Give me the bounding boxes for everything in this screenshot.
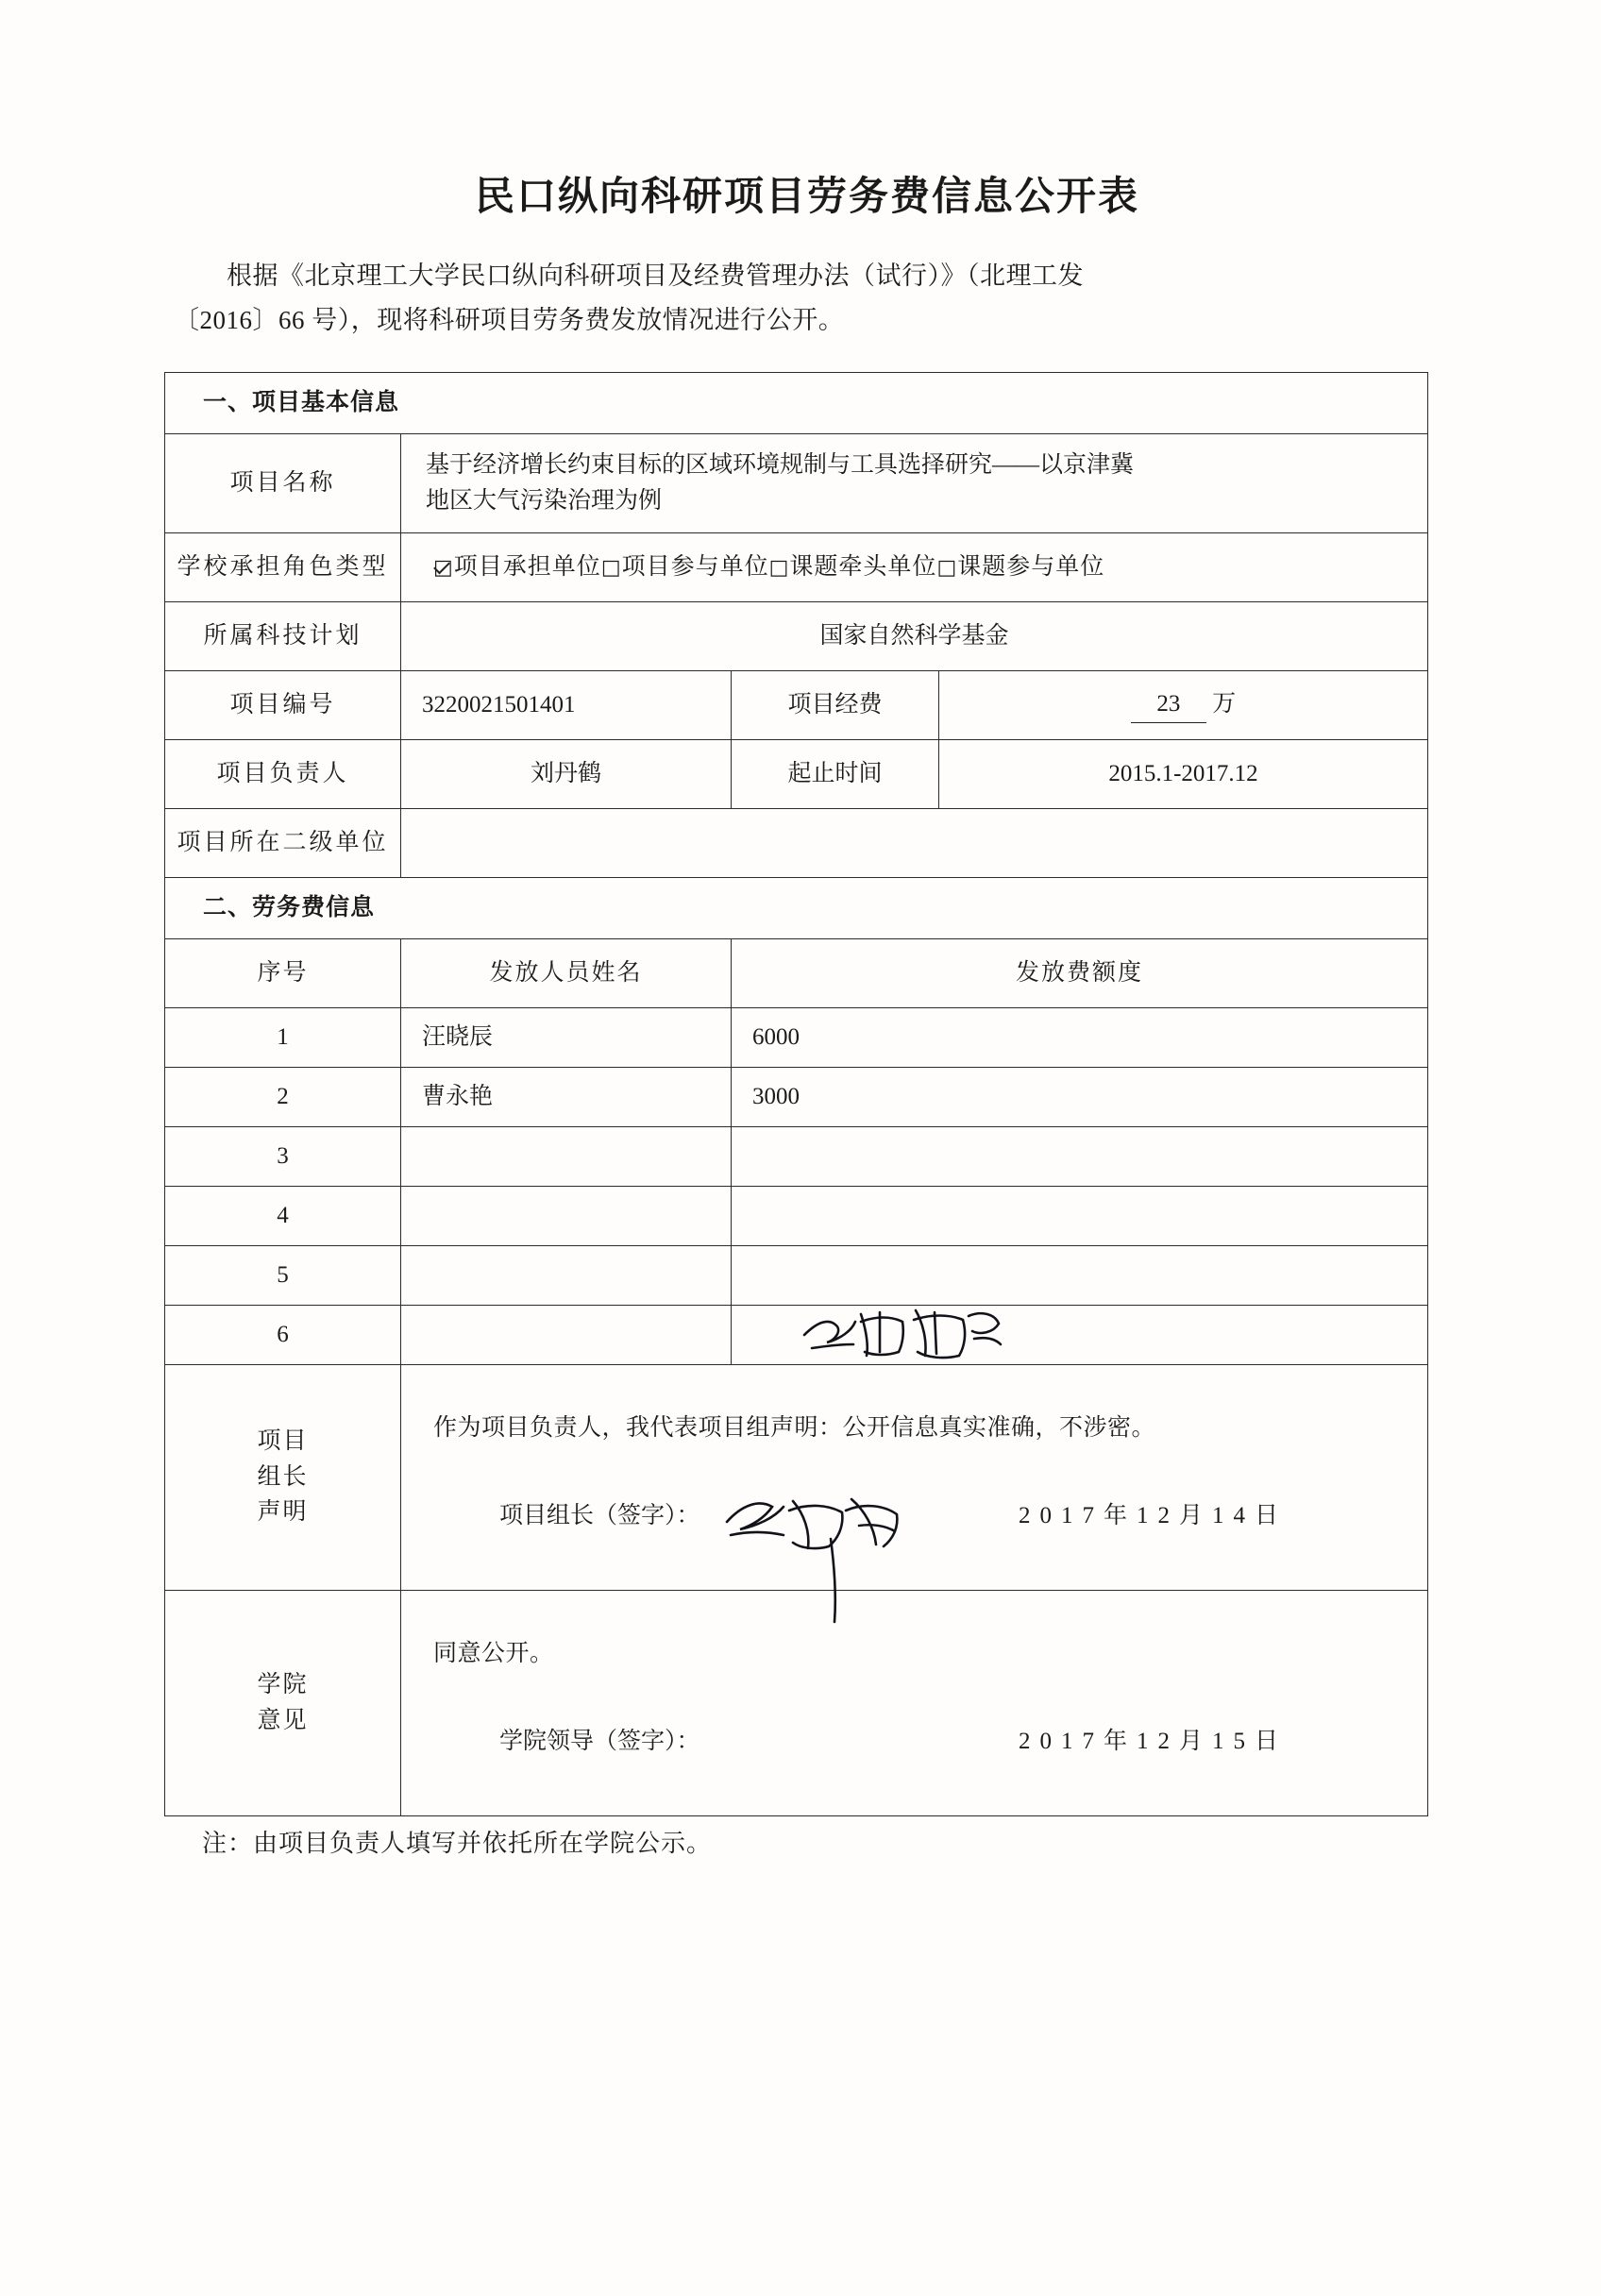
leader-statement-label-line-2: 组长 xyxy=(257,1463,309,1490)
payment-name-2: 曹永艳 xyxy=(401,1067,732,1126)
leader-date-month: 12 xyxy=(1137,1503,1180,1529)
payment-amount-1: 6000 xyxy=(732,1007,1428,1067)
college-opinion-row xyxy=(165,1590,1428,1815)
payment-amount-2: 3000 xyxy=(732,1067,1428,1126)
section2-heading: 二、劳务费信息 xyxy=(165,877,1428,938)
payment-name-6 xyxy=(401,1305,732,1364)
payment-amount-5 xyxy=(732,1245,1428,1305)
leader-statement-row xyxy=(165,1364,1428,1590)
leader-sign-label: 项目组长（签字）： xyxy=(499,1503,700,1529)
footer-note: 注：由项目负责人填写并依托所在学院公示。 xyxy=(202,1829,713,1857)
leader-value: 刘丹鹤 xyxy=(401,739,732,808)
leader-signature-row xyxy=(433,1498,1418,1551)
column-header-name: 发放人员姓名 xyxy=(401,938,732,1007)
page-title: 民口纵向科研项目劳务费信息公开表 xyxy=(474,176,1139,219)
funds-unit: 万 xyxy=(1212,691,1237,718)
college-sign-label: 学院领导（签字）： xyxy=(499,1729,700,1755)
college-opinion-label-line-1: 学院 xyxy=(257,1672,309,1697)
leader-date-month-unit: 月 xyxy=(1179,1503,1213,1529)
college-date-month-unit: 月 xyxy=(1179,1729,1213,1755)
role-option-1-label: 项目参与单位 xyxy=(621,553,769,580)
document-body xyxy=(160,165,1454,1859)
college-date-year: 2017 xyxy=(1019,1729,1104,1755)
college-opinion-text: 同意公开。 xyxy=(433,1640,554,1666)
funds-value: 23 xyxy=(1131,686,1206,723)
college-opinion-content xyxy=(401,1590,1428,1815)
table-row xyxy=(165,1186,1428,1245)
college-date-day: 15 xyxy=(1212,1729,1256,1755)
intro-paragraph xyxy=(174,254,1444,344)
leader-date-year-unit: 年 xyxy=(1104,1503,1138,1529)
section2-heading-row xyxy=(165,877,1428,938)
leader-sign-date xyxy=(1019,1498,1288,1534)
project-name-line-1: 基于经济增长约束目标的区域环境规制与工具选择研究——以京津冀 xyxy=(426,452,1135,478)
leader-statement-label xyxy=(165,1364,401,1590)
secondary-unit-label: 项目所在二级单位 xyxy=(165,808,401,877)
project-name-row xyxy=(165,433,1428,532)
project-code-value: 3220021501401 xyxy=(401,670,732,739)
plan-label: 所属科技计划 xyxy=(165,601,401,670)
code-funds-row xyxy=(165,670,1428,739)
college-opinion-label-line-2: 意见 xyxy=(257,1707,309,1733)
main-form-table xyxy=(164,372,1428,1816)
role-option-0-label: 项目承担单位 xyxy=(453,553,601,580)
section1-heading: 一、项目基本信息 xyxy=(165,372,1428,433)
checkbox-checked-icon[interactable]: □ xyxy=(433,555,454,580)
payment-amount-3 xyxy=(732,1126,1428,1186)
payment-no-2: 2 xyxy=(165,1067,401,1126)
table-row xyxy=(165,1067,1428,1126)
role-type-options xyxy=(401,532,1428,601)
funds-label: 项目经费 xyxy=(732,670,939,739)
funds-value-cell xyxy=(939,670,1428,739)
college-opinion-label xyxy=(165,1590,401,1815)
payment-table-header-row xyxy=(165,938,1428,1007)
college-sign-date xyxy=(1019,1724,1288,1760)
payment-no-3: 3 xyxy=(165,1126,401,1186)
leader-period-row xyxy=(165,739,1428,808)
college-date-day-unit: 日 xyxy=(1255,1729,1289,1755)
project-name-label: 项目名称 xyxy=(165,433,401,532)
table-row xyxy=(165,1007,1428,1067)
table-row xyxy=(165,1305,1428,1364)
leader-date-year: 2017 xyxy=(1019,1503,1104,1529)
payment-no-6: 6 xyxy=(165,1305,401,1364)
role-type-row xyxy=(165,532,1428,601)
college-date-year-unit: 年 xyxy=(1104,1729,1138,1755)
role-option-2-label: 课题牵头单位 xyxy=(789,553,937,580)
checkbox-icon-1[interactable]: □ xyxy=(600,555,622,580)
payment-no-1: 1 xyxy=(165,1007,401,1067)
leader-statement-content xyxy=(401,1364,1428,1590)
project-name-value xyxy=(401,433,1428,532)
payment-name-1: 汪晓辰 xyxy=(401,1007,732,1067)
leader-date-day: 14 xyxy=(1212,1503,1256,1529)
period-label: 起止时间 xyxy=(732,739,939,808)
table-row xyxy=(165,1126,1428,1186)
plan-row xyxy=(165,601,1428,670)
leader-statement-text: 作为项目负责人，我代表项目组声明：公开信息真实准确，不涉密。 xyxy=(433,1414,1156,1441)
payment-no-4: 4 xyxy=(165,1186,401,1245)
secondary-unit-row xyxy=(165,808,1428,877)
payment-name-5 xyxy=(401,1245,732,1305)
column-header-no: 序号 xyxy=(165,938,401,1007)
intro-line-2: 〔2016〕66 号），现将科研项目劳务费发放情况进行公开。 xyxy=(174,306,845,335)
college-date-month: 12 xyxy=(1137,1729,1180,1755)
plan-value: 国家自然科学基金 xyxy=(401,601,1428,670)
role-option-3-label: 课题参与单位 xyxy=(957,553,1105,580)
payment-amount-6 xyxy=(732,1305,1428,1364)
payment-name-4 xyxy=(401,1186,732,1245)
secondary-unit-value xyxy=(401,808,1428,877)
section1-heading-row xyxy=(165,372,1428,433)
leader-statement-label-line-3: 声明 xyxy=(257,1499,309,1526)
payment-name-3 xyxy=(401,1126,732,1186)
checkbox-icon-3[interactable]: □ xyxy=(936,555,958,580)
table-row xyxy=(165,1245,1428,1305)
payment-no-5: 5 xyxy=(165,1245,401,1305)
project-code-label: 项目编号 xyxy=(165,670,401,739)
intro-line-1: 根据《北京理工大学民口纵向科研项目及经费管理办法（试行）》（北理工发 xyxy=(227,262,1084,290)
payment-amount-4 xyxy=(732,1186,1428,1245)
role-type-label: 学校承担角色类型 xyxy=(165,532,401,601)
leader-label: 项目负责人 xyxy=(165,739,401,808)
project-name-line-2: 地区大气污染治理为例 xyxy=(426,487,663,514)
leader-statement-label-line-1: 项目 xyxy=(257,1428,309,1455)
checkbox-icon-2[interactable]: □ xyxy=(768,555,790,580)
column-header-amount: 发放费额度 xyxy=(732,938,1428,1007)
college-signature-row xyxy=(433,1724,1418,1777)
leader-date-day-unit: 日 xyxy=(1255,1503,1289,1529)
period-value: 2015.1-2017.12 xyxy=(939,739,1428,808)
